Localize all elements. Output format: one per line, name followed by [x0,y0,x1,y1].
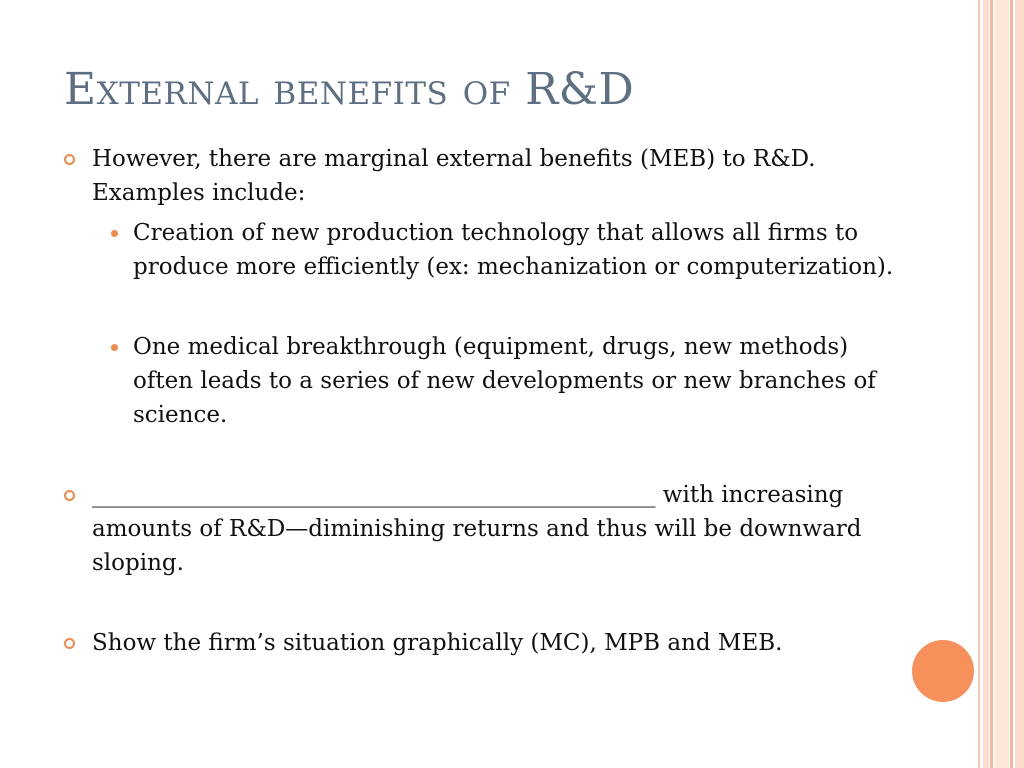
decor-stripe [995,0,1009,768]
bullet-item [64,142,894,210]
slide-title: External benefits of R&D [64,64,635,115]
bullet-text: _________________________________________________ with increasing amounts of R&D—diminishing returns and thus will be downward sloping. [92,482,862,576]
decor-stripe [978,0,980,768]
bullet-item [64,626,894,660]
decor-stripe [1010,0,1013,768]
decor-stripe [990,0,993,768]
decor-stripe [1015,0,1024,768]
bullet-item [64,478,894,580]
ring-bullet-icon [64,490,75,501]
bullet-text: However, there are marginal external benefits (MEB) to R&D. Examples include: [92,146,816,206]
bullet-text: Show the firm’s situation graphically (MC), MPB and MEB. [92,630,783,656]
dot-bullet-icon [111,344,118,351]
decor-stripe [983,0,989,768]
slide-body [64,142,894,660]
sub-bullet-item [64,330,894,432]
ring-bullet-icon [64,638,75,649]
dot-bullet-icon [111,230,118,237]
sub-bullet-item [64,216,894,284]
sub-bullet-text: Creation of new production technology that allows all firms to produce more efficiently (ex: mechanization or computerization). [133,220,894,280]
decor-circle [912,640,974,702]
sub-bullet-text: One medical breakthrough (equipment, drugs, new methods) often leads to a series of new developments or new branches of science. [133,334,876,428]
ring-bullet-icon [64,154,75,165]
